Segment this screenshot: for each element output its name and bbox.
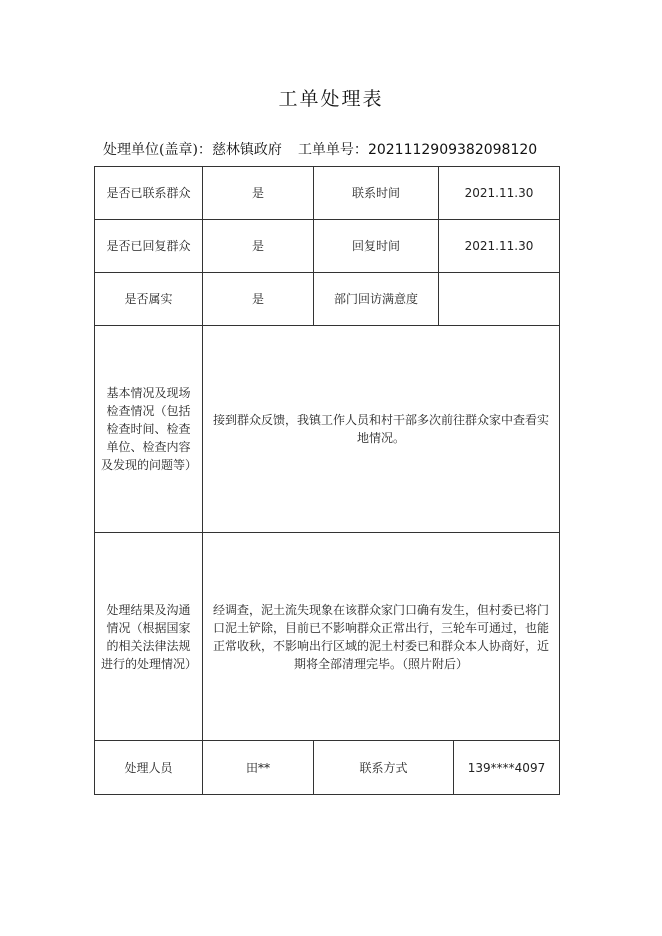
contact-method-value: 139****4097 xyxy=(454,741,560,795)
work-order-table xyxy=(94,166,560,795)
basic-label: 基本情况及现场检查情况（包括检查时间、检查单位、检查内容及发现的问题等） xyxy=(95,326,203,533)
result-text: 经调查，泥土流失现象在该群众家门口确有发生，但村委已将门口泥土铲除，目前已不影响群众正常出行，三轮车可通过，也能正常收秋，不影响出行区域的泥土村委已和群众本人协商好，近期将全部清理完毕。（照片附后） xyxy=(203,533,560,741)
verified-value: 是 xyxy=(203,273,314,326)
result-label: 处理结果及沟通情况（根据国家的相关法律法规进行的处理情况） xyxy=(95,533,203,741)
table-row xyxy=(95,533,560,741)
unit-value: 慈林镇政府 xyxy=(211,142,282,158)
contact-time-label: 联系时间 xyxy=(314,167,439,220)
replied-label: 是否已回复群众 xyxy=(95,220,203,273)
replied-value: 是 xyxy=(203,220,314,273)
order-value: 2021112909382098120 xyxy=(367,142,538,158)
handler-label: 处理人员 xyxy=(95,741,203,795)
contact-time-value: 2021.11.30 xyxy=(439,167,560,220)
reply-time-label: 回复时间 xyxy=(314,220,439,273)
page-title: 工单处理表 xyxy=(278,88,384,110)
satisfaction-label: 部门回访满意度 xyxy=(314,273,439,326)
contacted-value: 是 xyxy=(203,167,314,220)
handler-value: 田** xyxy=(203,741,314,795)
reply-time-value: 2021.11.30 xyxy=(439,220,560,273)
header-line xyxy=(103,139,537,159)
contacted-label: 是否已联系群众 xyxy=(95,167,203,220)
table-row xyxy=(95,220,560,273)
table-row xyxy=(95,167,560,220)
table-row xyxy=(95,273,560,326)
table-row xyxy=(95,326,560,533)
basic-text: 接到群众反馈，我镇工作人员和村干部多次前往群众家中查看实地情况。 xyxy=(203,326,560,533)
satisfaction-value xyxy=(439,273,560,326)
contact-method-label: 联系方式 xyxy=(314,741,454,795)
unit-label: 处理单位(盖章)： xyxy=(103,142,212,158)
table-row xyxy=(95,741,560,795)
verified-label: 是否属实 xyxy=(95,273,203,326)
order-label: 工单单号： xyxy=(297,142,368,158)
